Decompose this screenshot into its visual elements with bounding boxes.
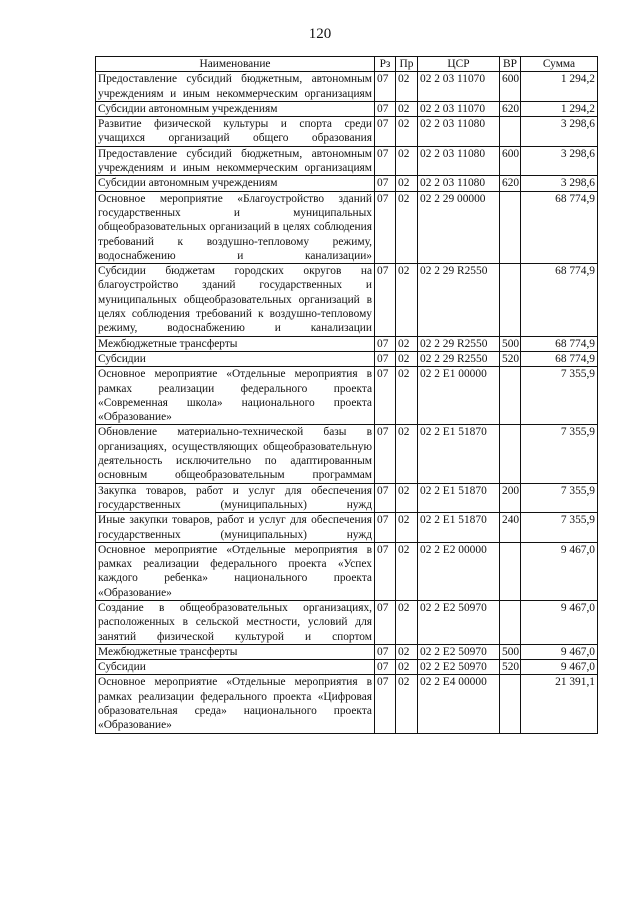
table-row [96, 425, 598, 483]
cell-name: Закупка товаров, работ и услуг для обеспечения государственных (муниципальных) нужд [96, 483, 375, 513]
cell-vr [500, 117, 521, 147]
table-row [96, 351, 598, 366]
header-csr: ЦСР [418, 57, 500, 72]
page-number: 120 [308, 26, 332, 42]
cell-rz: 07 [375, 425, 396, 483]
cell-vr: 520 [500, 660, 521, 675]
cell-rz: 07 [375, 542, 396, 600]
cell-pr: 02 [396, 351, 418, 366]
cell-vr: 200 [500, 483, 521, 513]
cell-sum: 21 391,1 [521, 675, 598, 733]
cell-pr: 02 [396, 367, 418, 425]
cell-sum: 3 298,6 [521, 176, 598, 191]
cell-name: Субсидии [96, 660, 375, 675]
cell-csr: 02 2 E2 50970 [418, 600, 500, 644]
cell-vr: 600 [500, 72, 521, 102]
cell-name: Обновление материально-технической базы в организациях, осуществляющих общеобразовательную деятельность исключительно по адаптированным основным общеобразовательным программам [96, 425, 375, 483]
cell-sum: 9 467,0 [521, 600, 598, 644]
table-row [96, 336, 598, 351]
cell-rz: 07 [375, 176, 396, 191]
cell-rz: 07 [375, 336, 396, 351]
cell-csr: 02 2 03 11080 [418, 176, 500, 191]
cell-pr: 02 [396, 660, 418, 675]
cell-sum: 9 467,0 [521, 542, 598, 600]
cell-csr: 02 2 E1 51870 [418, 425, 500, 483]
cell-csr: 02 2 E1 51870 [418, 483, 500, 513]
cell-csr: 02 2 29 00000 [418, 191, 500, 263]
cell-pr: 02 [396, 191, 418, 263]
cell-rz: 07 [375, 264, 396, 336]
cell-rz: 07 [375, 367, 396, 425]
table-header-row [96, 57, 598, 72]
cell-csr: 02 2 29 R2550 [418, 264, 500, 336]
cell-vr [500, 542, 521, 600]
cell-rz: 07 [375, 191, 396, 263]
cell-name: Основное мероприятие «Отдельные мероприятия в рамках реализации федерального проекта «Современная школа» национального проекта «Образование» [96, 367, 375, 425]
table-row [96, 513, 598, 543]
cell-name: Предоставление субсидий бюджетным, автономным учреждениям и иным некоммерческим организациям [96, 146, 375, 176]
cell-csr: 02 2 E2 50970 [418, 660, 500, 675]
cell-sum: 7 355,9 [521, 483, 598, 513]
cell-pr: 02 [396, 117, 418, 147]
cell-sum: 9 467,0 [521, 660, 598, 675]
cell-name: Субсидии [96, 351, 375, 366]
cell-name: Развитие физической культуры и спорта среди учащихся организаций общего образования [96, 117, 375, 147]
header-sum: Сумма [521, 57, 598, 72]
cell-pr: 02 [396, 644, 418, 659]
table-row [96, 101, 598, 116]
cell-pr: 02 [396, 101, 418, 116]
table-row [96, 483, 598, 513]
cell-vr: 620 [500, 101, 521, 116]
cell-csr: 02 2 03 11070 [418, 101, 500, 116]
cell-sum: 9 467,0 [521, 644, 598, 659]
cell-vr: 240 [500, 513, 521, 543]
header-name: Наименование [96, 57, 375, 72]
cell-sum: 7 355,9 [521, 513, 598, 543]
cell-pr: 02 [396, 600, 418, 644]
cell-rz: 07 [375, 146, 396, 176]
table-row [96, 600, 598, 644]
cell-name: Субсидии автономным учреждениям [96, 176, 375, 191]
cell-rz: 07 [375, 483, 396, 513]
cell-name: Создание в общеобразовательных организациях, расположенных в сельской местности, условий для занятий физической культурой и спортом [96, 600, 375, 644]
cell-rz: 07 [375, 600, 396, 644]
cell-pr: 02 [396, 72, 418, 102]
cell-name: Субсидии бюджетам городских округов на благоустройство зданий государственных и муниципальных общеобразовательных организаций в целях соблюдения требований к воздушно-тепловому режиму, водоснабжению и канализации [96, 264, 375, 336]
cell-csr: 02 2 03 11070 [418, 72, 500, 102]
table-row [96, 146, 598, 176]
table-row [96, 176, 598, 191]
cell-sum: 68 774,9 [521, 264, 598, 336]
table-row [96, 660, 598, 675]
cell-csr: 02 2 E1 51870 [418, 513, 500, 543]
budget-table [95, 56, 598, 734]
table-row [96, 542, 598, 600]
cell-csr: 02 2 29 R2550 [418, 351, 500, 366]
cell-rz: 07 [375, 117, 396, 147]
table-row [96, 675, 598, 733]
cell-name: Предоставление субсидий бюджетным, автономным учреждениям и иным некоммерческим организациям [96, 72, 375, 102]
cell-name: Субсидии автономным учреждениям [96, 101, 375, 116]
cell-rz: 07 [375, 101, 396, 116]
cell-name: Межбюджетные трансферты [96, 644, 375, 659]
cell-pr: 02 [396, 675, 418, 733]
cell-rz: 07 [375, 660, 396, 675]
table-body [96, 72, 598, 733]
cell-csr: 02 2 03 11080 [418, 117, 500, 147]
cell-pr: 02 [396, 176, 418, 191]
cell-csr: 02 2 E4 00000 [418, 675, 500, 733]
cell-sum: 68 774,9 [521, 336, 598, 351]
header-pr: Пр [396, 57, 418, 72]
cell-sum: 1 294,2 [521, 101, 598, 116]
cell-rz: 07 [375, 513, 396, 543]
cell-csr: 02 2 E2 00000 [418, 542, 500, 600]
cell-name: Основное мероприятие «Отдельные мероприятия в рамках реализации федерального проекта «Успех каждого ребенка» национального проекта «Образование» [96, 542, 375, 600]
table-row [96, 644, 598, 659]
cell-vr [500, 264, 521, 336]
cell-rz: 07 [375, 644, 396, 659]
cell-csr: 02 2 03 11080 [418, 146, 500, 176]
cell-pr: 02 [396, 542, 418, 600]
cell-pr: 02 [396, 336, 418, 351]
cell-rz: 07 [375, 72, 396, 102]
cell-name: Основное мероприятие «Благоустройство зданий государственных и муниципальных общеобразовательных организаций в целях соблюдения требований к воздушно-тепловому режиму, водоснабжению и канализации» [96, 191, 375, 263]
cell-pr: 02 [396, 264, 418, 336]
cell-rz: 07 [375, 351, 396, 366]
table-row [96, 117, 598, 147]
cell-sum: 3 298,6 [521, 146, 598, 176]
cell-rz: 07 [375, 675, 396, 733]
cell-vr: 500 [500, 336, 521, 351]
table-row [96, 264, 598, 336]
cell-vr [500, 191, 521, 263]
cell-pr: 02 [396, 425, 418, 483]
cell-name: Межбюджетные трансферты [96, 336, 375, 351]
cell-vr: 500 [500, 644, 521, 659]
cell-vr [500, 425, 521, 483]
cell-name: Иные закупки товаров, работ и услуг для обеспечения государственных (муниципальных) нужд [96, 513, 375, 543]
cell-vr [500, 675, 521, 733]
cell-vr [500, 367, 521, 425]
cell-csr: 02 2 29 R2550 [418, 336, 500, 351]
header-rz: Рз [375, 57, 396, 72]
header-vr: ВР [500, 57, 521, 72]
cell-name: Основное мероприятие «Отдельные мероприятия в рамках реализации федерального проекта «Цифровая образовательная среда» национального проекта «Образование» [96, 675, 375, 733]
cell-csr: 02 2 E2 50970 [418, 644, 500, 659]
table-row [96, 191, 598, 263]
cell-pr: 02 [396, 146, 418, 176]
cell-pr: 02 [396, 483, 418, 513]
cell-sum: 68 774,9 [521, 191, 598, 263]
cell-pr: 02 [396, 513, 418, 543]
cell-csr: 02 2 E1 00000 [418, 367, 500, 425]
cell-sum: 1 294,2 [521, 72, 598, 102]
cell-vr: 620 [500, 176, 521, 191]
cell-sum: 3 298,6 [521, 117, 598, 147]
cell-vr: 520 [500, 351, 521, 366]
table-row [96, 72, 598, 102]
table-row [96, 367, 598, 425]
cell-vr [500, 600, 521, 644]
cell-sum: 7 355,9 [521, 425, 598, 483]
cell-sum: 7 355,9 [521, 367, 598, 425]
cell-sum: 68 774,9 [521, 351, 598, 366]
cell-vr: 600 [500, 146, 521, 176]
